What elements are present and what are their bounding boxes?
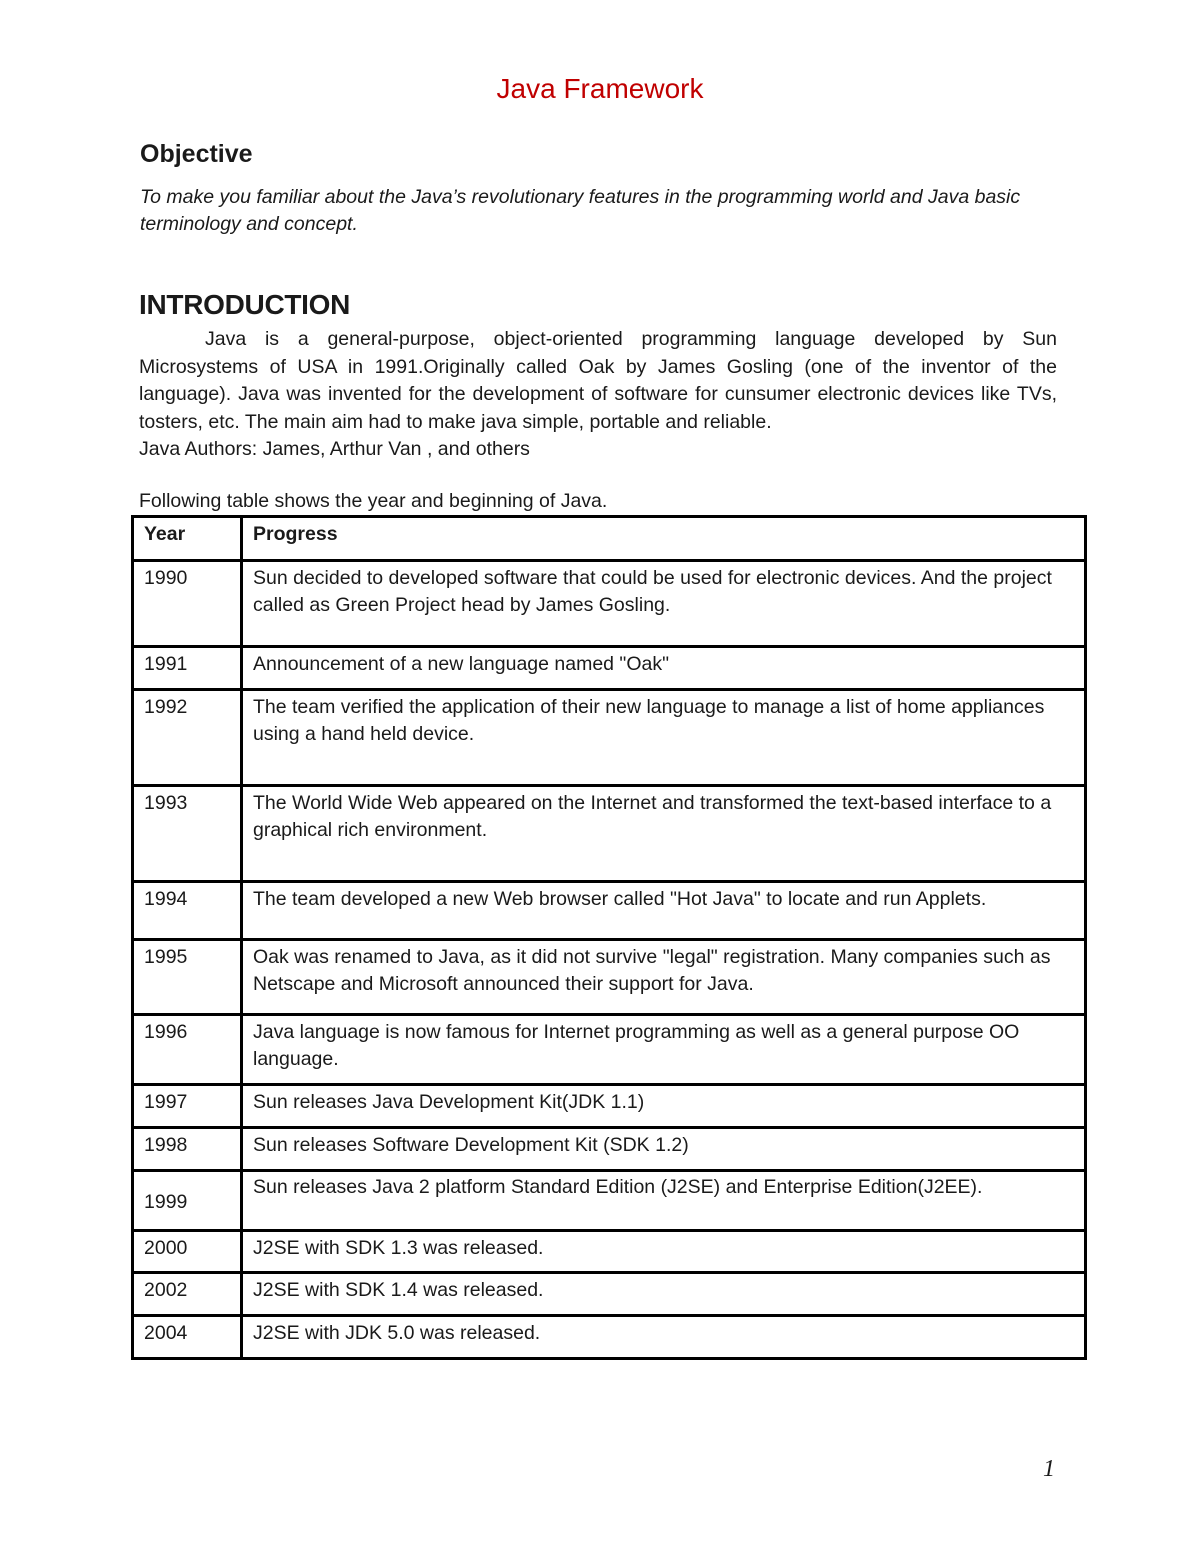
table-row bbox=[133, 940, 1086, 1015]
progress-cell: Java language is now famous for Internet programming as well as a general purpose OO language. bbox=[242, 1015, 1086, 1085]
table-row bbox=[133, 690, 1086, 786]
table-row bbox=[133, 882, 1086, 940]
table-row bbox=[133, 1273, 1086, 1316]
table-row bbox=[133, 1015, 1086, 1085]
progress-cell: J2SE with SDK 1.3 was released. bbox=[242, 1231, 1086, 1273]
progress-cell: The team verified the application of their new language to manage a list of home appliances using a hand held device. bbox=[242, 690, 1086, 786]
progress-cell: The World Wide Web appeared on the Internet and transformed the text-based interface to a graphical rich environment. bbox=[242, 786, 1086, 882]
year-cell: 1998 bbox=[133, 1128, 242, 1171]
progress-cell: Oak was renamed to Java, as it did not survive "legal" registration. Many companies such as Netscape and Microsoft announced their support for Java. bbox=[242, 940, 1086, 1015]
progress-cell: Announcement of a new language named "Oak" bbox=[242, 647, 1086, 690]
java-authors: Java Authors: James, Arthur Van , and others bbox=[139, 438, 530, 460]
table-row bbox=[133, 561, 1086, 647]
year-cell: 2004 bbox=[133, 1316, 242, 1359]
header-year: Year bbox=[133, 517, 242, 561]
year-cell: 1991 bbox=[133, 647, 242, 690]
table-row bbox=[133, 1085, 1086, 1128]
progress-cell: J2SE with SDK 1.4 was released. bbox=[242, 1273, 1086, 1316]
year-cell: 1990 bbox=[133, 561, 242, 647]
year-cell: 1995 bbox=[133, 940, 242, 1015]
progress-cell: The team developed a new Web browser called "Hot Java" to locate and run Applets. bbox=[242, 882, 1086, 940]
page-number: 1 bbox=[1043, 1456, 1055, 1482]
year-cell: 2000 bbox=[133, 1231, 242, 1273]
year-cell: 1992 bbox=[133, 690, 242, 786]
progress-cell: J2SE with JDK 5.0 was released. bbox=[242, 1316, 1086, 1359]
table-row bbox=[133, 786, 1086, 882]
year-cell: 1993 bbox=[133, 786, 242, 882]
year-cell: 1994 bbox=[133, 882, 242, 940]
header-progress: Progress bbox=[242, 517, 1086, 561]
table-row bbox=[133, 1128, 1086, 1171]
year-cell: 2002 bbox=[133, 1273, 242, 1316]
progress-cell: Sun releases Java Development Kit(JDK 1.1) bbox=[242, 1085, 1086, 1128]
java-history-table bbox=[131, 515, 1087, 1360]
progress-cell: Sun releases Software Development Kit (SDK 1.2) bbox=[242, 1128, 1086, 1171]
progress-cell: Sun releases Java 2 platform Standard Edition (J2SE) and Enterprise Edition(J2EE). bbox=[242, 1171, 1086, 1231]
progress-cell: Sun decided to developed software that could be used for electronic devices. And the project called as Green Project head by James Gosling. bbox=[242, 561, 1086, 647]
objective-text: To make you familiar about the Java’s revolutionary features in the programming world and Java basic terminology and concept. bbox=[140, 186, 1021, 235]
introduction-paragraph: Java is a general-purpose, object-oriented programming language developed by Sun Microsystems of USA in 1991.Originally called Oak by James Gosling (one of the inventor of the language). Java was invented for the development of software for cunsumer electronic devices like TVs, tosters, etc. The main aim had to make java simple, portable and reliable. bbox=[139, 328, 1057, 433]
page-title: Java Framework bbox=[496, 73, 704, 104]
introduction-heading: INTRODUCTION bbox=[139, 289, 351, 320]
table-row bbox=[133, 1231, 1086, 1273]
table-row bbox=[133, 647, 1086, 690]
table-row bbox=[133, 1171, 1086, 1231]
table-caption: Following table shows the year and beginning of Java. bbox=[139, 490, 608, 512]
year-cell: 1999 bbox=[133, 1171, 242, 1231]
table-header-row bbox=[133, 517, 1086, 561]
table-row bbox=[133, 1316, 1086, 1359]
year-cell: 1996 bbox=[133, 1015, 242, 1085]
year-cell: 1997 bbox=[133, 1085, 242, 1128]
objective-heading: Objective bbox=[140, 140, 253, 168]
